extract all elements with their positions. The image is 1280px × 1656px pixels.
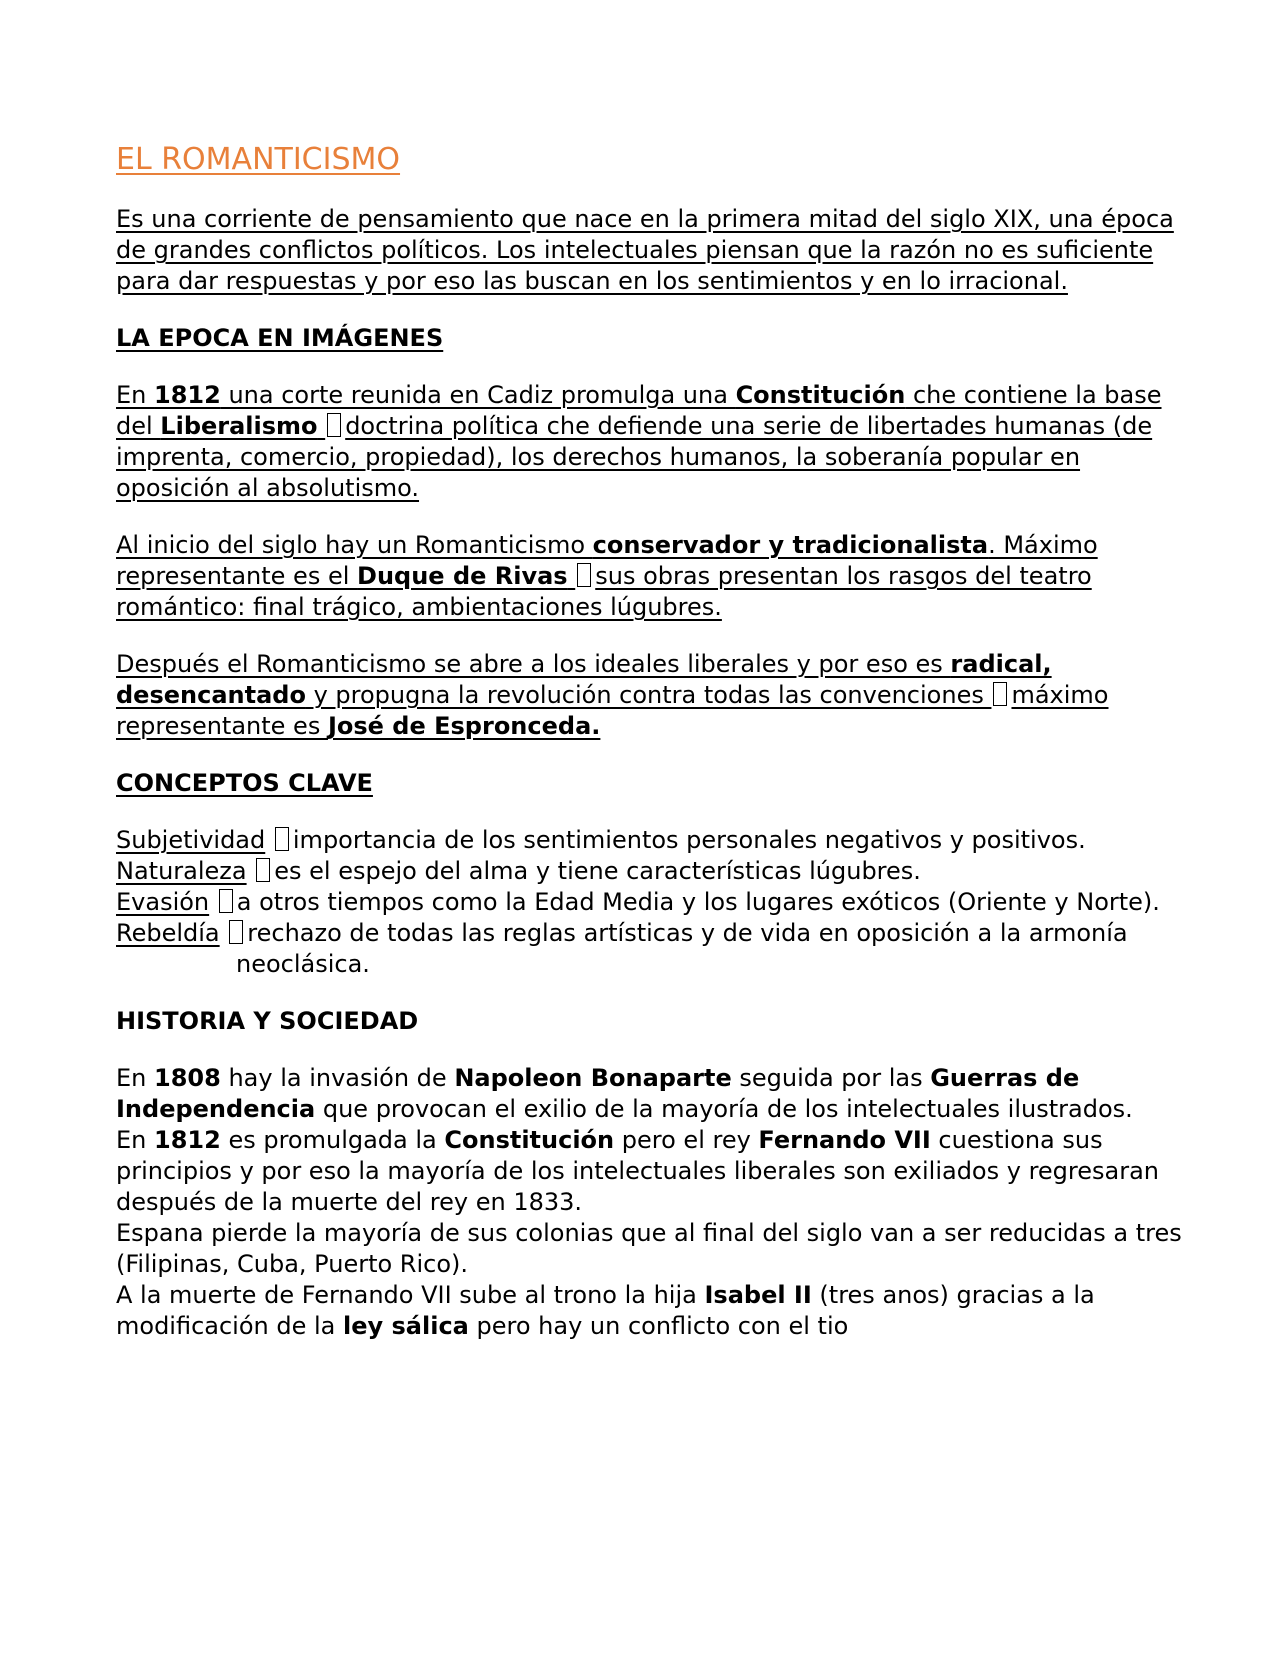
epoca-paragraph-3: Después el Romanticismo se abre a los ideales liberales y por eso es radical, desencantado y propugna la revolución contra todas las convenciones máximo representante es José de Espronceda.: [116, 650, 1109, 740]
section-heading-conceptos: CONCEPTOS CLAVE: [116, 769, 373, 797]
document-title: EL ROMANTICISMO: [116, 142, 401, 177]
concept-item: Evasión a otros tiempos como la Edad Media y los lugares exóticos (Oriente y Norte).: [116, 888, 1160, 916]
arrow-icon: [993, 682, 1007, 706]
intro-paragraph: Es una corriente de pensamiento que nace en la primera mitad del siglo XIX, una época de grandes conflictos políticos. Los intelectuales piensan que la razón no es suficiente para dar respuestas y por eso las buscan en los sentimientos y en lo irracional.: [116, 205, 1174, 295]
arrow-icon: [275, 827, 289, 851]
arrow-icon: [327, 413, 341, 437]
arrow-icon: [229, 920, 243, 944]
section-heading-historia: HISTORIA Y SOCIEDAD: [116, 1007, 419, 1035]
arrow-icon: [256, 858, 270, 882]
document-page: [116, 140, 1186, 1342]
historia-paragraph-2: En 1812 es promulgada la Constitución pero el rey Fernando VII cuestiona sus principios y por eso la mayoría de los intelectuales liberales son exiliados y regresaran después de la muerte del rey en 1833.: [116, 1126, 1160, 1216]
concept-item: Rebeldía rechazo de todas las reglas artísticas y de vida en oposición a la armoníaneoclásica.: [116, 919, 1128, 978]
concepts-list: [116, 825, 1186, 980]
arrow-icon: [577, 563, 591, 587]
section-heading-epoca: LA EPOCA EN IMÁGENES: [116, 324, 444, 352]
epoca-paragraph-2: Al inicio del siglo hay un Romanticismo conservador y tradicionalista. Máximo representante es el Duque de Rivas sus obras presentan los rasgos del teatro romántico: final trágico, ambientaciones lúgubres.: [116, 531, 1098, 621]
epoca-paragraph-1: En 1812 una corte reunida en Cadiz promulga una Constitución che contiene la base del Liberalismo doctrina política che defiende una serie de libertades humanas (de imprenta, comercio, propiedad), los derechos humanos, la soberanía popular en oposición al absolutismo.: [116, 381, 1162, 502]
historia-text: [116, 1063, 1186, 1342]
historia-paragraph-4: A la muerte de Fernando VII sube al trono la hija Isabel II (tres anos) gracias a la modificación de la ley sálica pero hay un conflicto con el tio: [116, 1281, 1095, 1340]
concept-item: Naturaleza es el espejo del alma y tiene características lúgubres.: [116, 857, 921, 885]
concept-item: Subjetividad importancia de los sentimientos personales negativos y positivos.: [116, 826, 1086, 854]
historia-paragraph-1: En 1808 hay la invasión de Napoleon Bonaparte seguida por las Guerras de Independencia que provocan el exilio de la mayoría de los intelectuales ilustrados.: [116, 1064, 1133, 1123]
arrow-icon: [219, 889, 233, 913]
historia-paragraph-3: Espana pierde la mayoría de sus colonias que al final del siglo van a ser reducidas a tres (Filipinas, Cuba, Puerto Rico).: [116, 1219, 1182, 1278]
